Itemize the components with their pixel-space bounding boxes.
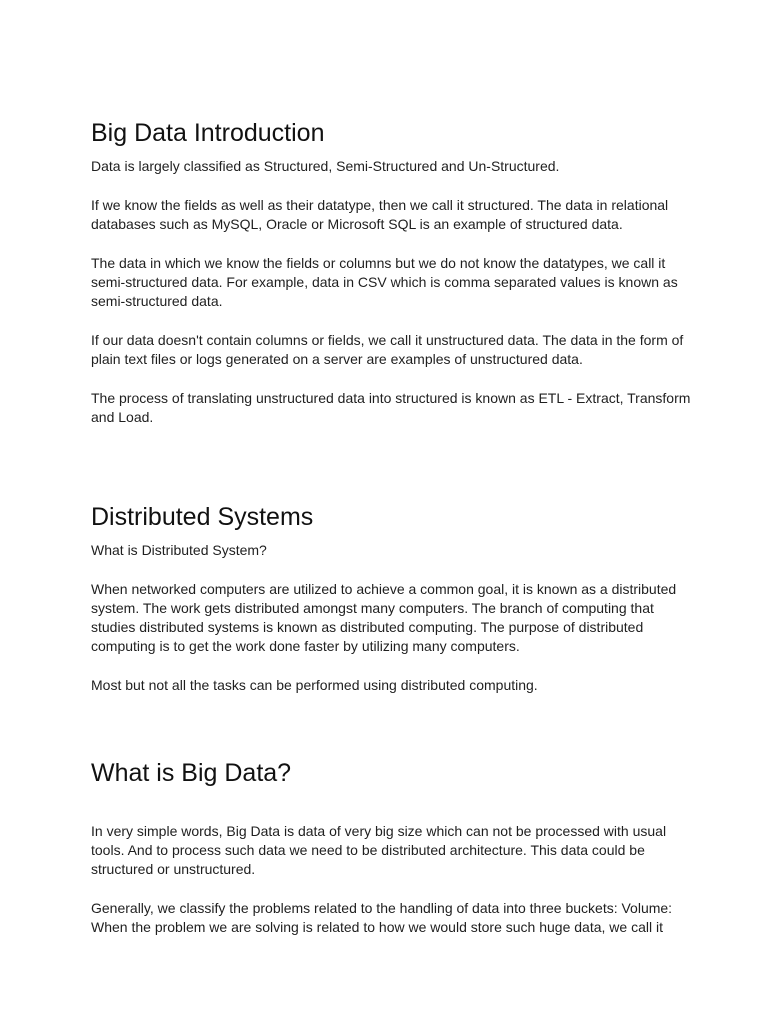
paragraph: When networked computers are utilized to achieve a common goal, it is known as a distributed system. The work gets distributed amongst many computers. The branch of computing that studies distributed systems is known as distributed computing. The purpose of distributed computing is to get the work done faster by utilizing many computers. xyxy=(91,580,677,655)
paragraph: In very simple words, Big Data is data of very big size which can not be processed with usual tools. And to process such data we need to be distributed architecture. This data could be structured or unstructured. xyxy=(91,823,667,878)
paragraph: The process of translating unstructured data into structured is known as ETL - Extract, Transform and Load. xyxy=(91,389,691,425)
paragraph: If our data doesn't contain columns or fields, we call it unstructured data. The data in the form of plain text files or logs generated on a server are examples of unstructured data. xyxy=(91,331,684,367)
section-heading: Big Data Introduction xyxy=(91,119,325,147)
section-what-is-big-data xyxy=(91,758,691,938)
section-heading: What is Big Data? xyxy=(91,759,292,787)
paragraph: If we know the fields as well as their datatype, then we call it structured. The data in relational databases such as MySQL, Oracle or Microsoft SQL is an example of structured data. xyxy=(91,196,669,232)
paragraph: Most but not all the tasks can be performed using distributed computing. xyxy=(91,677,538,694)
section-big-data-introduction xyxy=(91,118,691,427)
paragraph: Data is largely classified as Structured, Semi-Structured and Un-Structured. xyxy=(91,158,560,174)
section-distributed-systems xyxy=(91,502,691,695)
paragraph: What is Distributed System? xyxy=(91,542,267,558)
section-heading: Distributed Systems xyxy=(91,503,314,531)
paragraph: The data in which we know the fields or columns but we do not know the datatypes, we call it semi-structured data. For example, data in CSV which is comma separated values is known as semi-structured data. xyxy=(91,254,678,310)
paragraph: Generally, we classify the problems related to the handling of data into three buckets: Volume: When the problem we are solving is related to how we would store such huge data, we call it xyxy=(91,900,673,936)
